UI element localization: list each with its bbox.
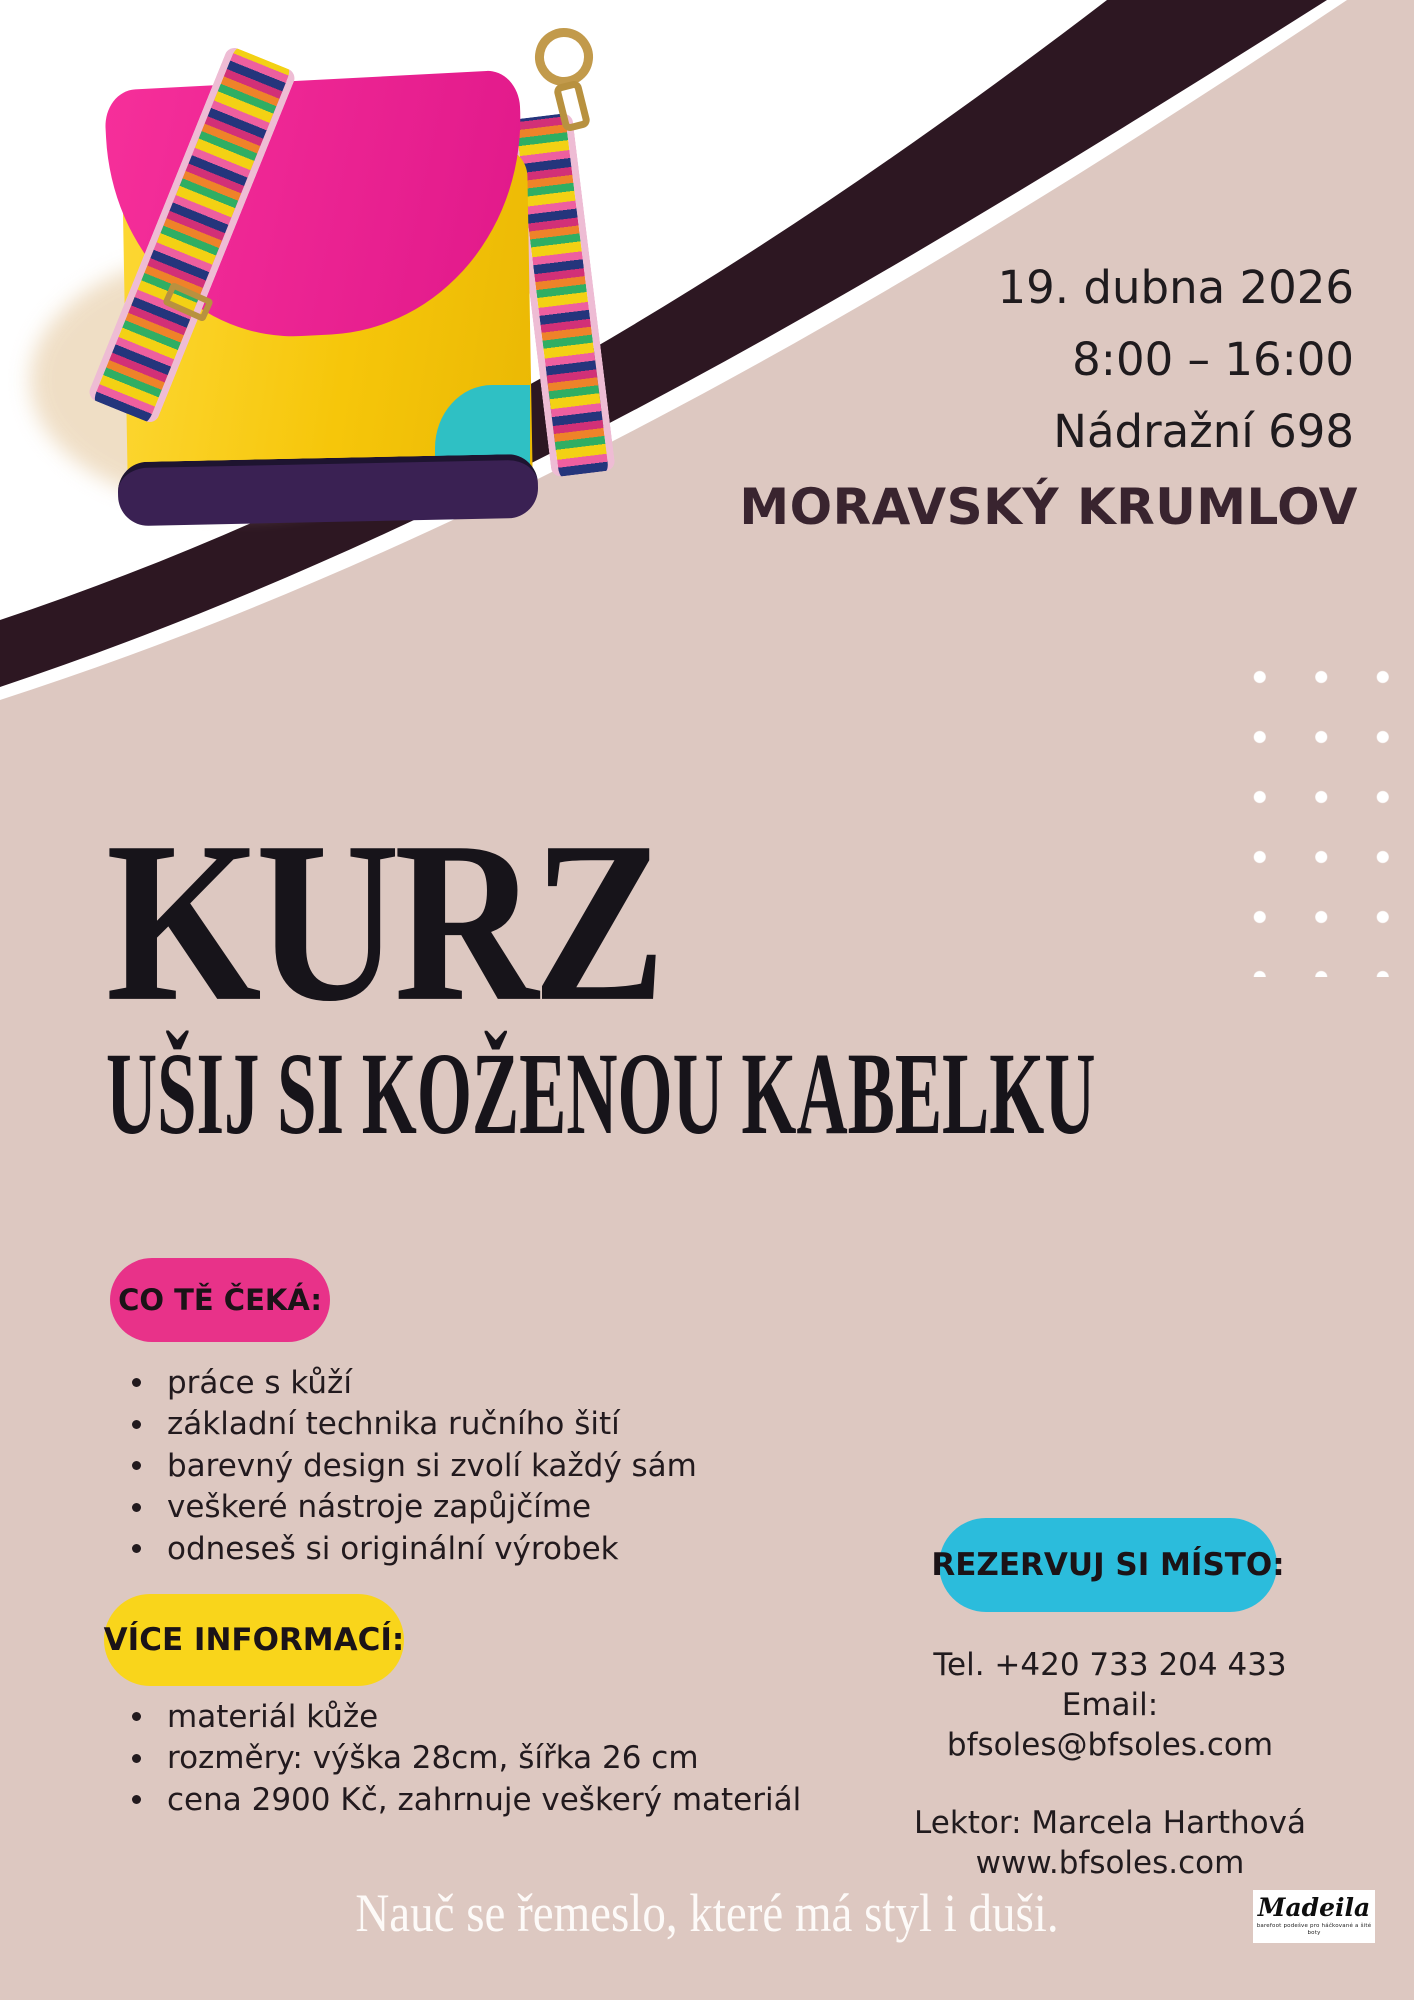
list-item [118, 1779, 801, 1821]
bullet-icon [132, 1461, 141, 1470]
list-item [118, 1738, 801, 1780]
expect-section-badge: CO TĚ ČEKÁ: [110, 1258, 330, 1342]
list-item [118, 1445, 697, 1487]
bullet-icon [132, 1712, 141, 1721]
brand-logo [1253, 1890, 1375, 1943]
brand-logo-tagline: barefoot podešve pro háčkované a šité boty [1256, 1923, 1372, 1936]
list-item [118, 1487, 697, 1529]
contact-block [905, 1645, 1315, 1883]
list-item-text: materiál kůže [167, 1698, 379, 1735]
contact-website: www.bfsoles.com [975, 1845, 1245, 1881]
list-item-text: cena 2900 Kč, zahrnuje veškerý materiál [167, 1781, 802, 1818]
info-bullet-list [118, 1696, 801, 1821]
handbag-photo [60, 20, 620, 540]
list-item-text: odneseš si originální výrobek [167, 1530, 619, 1567]
bullet-icon [132, 1795, 141, 1804]
list-item-text: základní technika ručního šití [167, 1406, 620, 1443]
contact-phone: Tel. +420 733 204 433 [933, 1647, 1287, 1683]
event-details [998, 252, 1354, 468]
footer-tagline: Nauč se řemeslo, které má styl i duši. [355, 1883, 1059, 1943]
list-item [118, 1696, 801, 1738]
list-item [118, 1404, 697, 1446]
bullet-icon [132, 1420, 141, 1429]
bullet-icon [132, 1378, 141, 1387]
info-section-badge: VÍCE INFORMACÍ: [104, 1594, 404, 1686]
event-city: MORAVSKÝ KRUMLOV [739, 478, 1358, 536]
bullet-icon [132, 1503, 141, 1512]
event-address: Nádražní 698 [1053, 405, 1354, 458]
list-item-text: práce s kůží [167, 1364, 352, 1401]
page-subtitle: UŠIJ SI KOŽENOU KABELKU [106, 1028, 1096, 1159]
list-item [118, 1362, 697, 1404]
bag-purple-base [117, 454, 538, 527]
dot-grid-decoration [1229, 647, 1401, 977]
bullet-icon [132, 1544, 141, 1553]
reserve-section-badge: REZERVUJ SI MÍSTO: [939, 1518, 1277, 1612]
event-date: 19. dubna 2026 [997, 261, 1354, 314]
brand-logo-name: Madeila [1257, 1893, 1371, 1922]
event-time: 8:00 – 16:00 [1072, 333, 1354, 386]
page-title: KURZ [106, 795, 660, 1050]
list-item-text: rozměry: výška 28cm, šířka 26 cm [167, 1740, 699, 1777]
expect-bullet-list [118, 1362, 697, 1570]
contact-email: Email: bfsoles@bfsoles.com [946, 1687, 1274, 1763]
list-item [118, 1528, 697, 1570]
list-item-text: veškeré nástroje zapůjčíme [167, 1489, 592, 1526]
list-item-text: barevný design si zvolí každý sám [167, 1447, 697, 1484]
contact-lector: Lektor: Marcela Harthová [914, 1805, 1306, 1841]
bullet-icon [132, 1754, 141, 1763]
gold-ring-icon [530, 23, 599, 92]
